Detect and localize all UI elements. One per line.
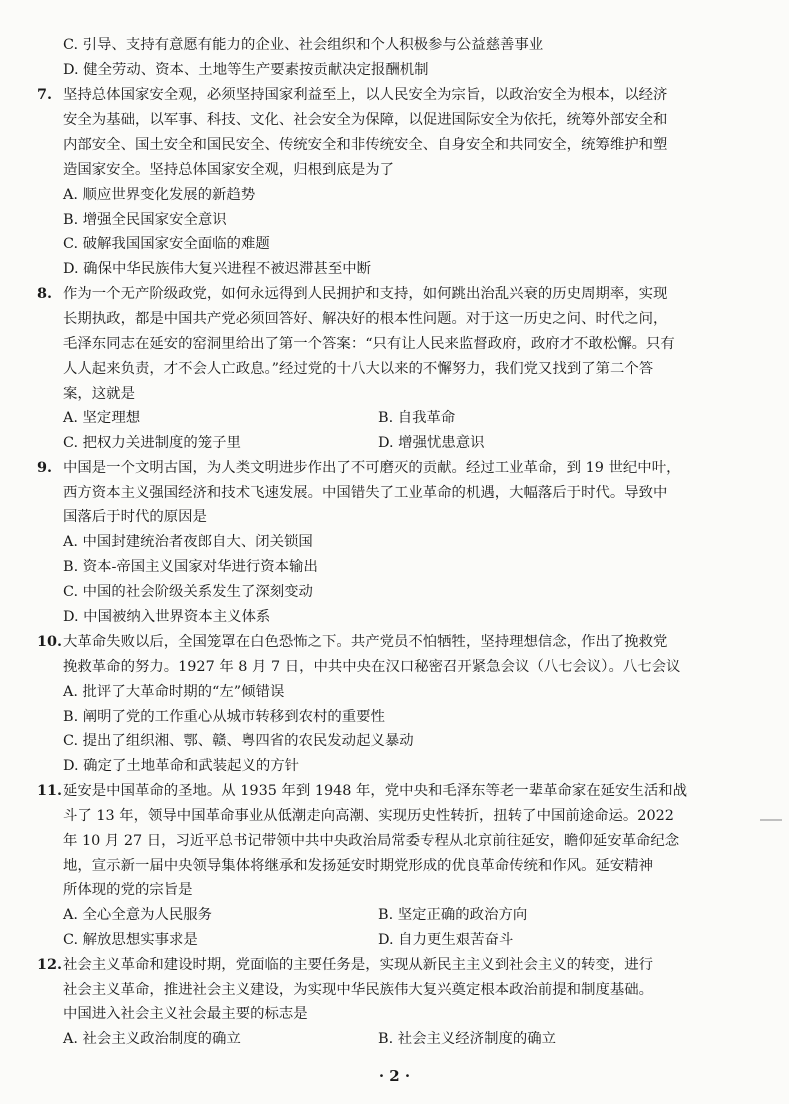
question-12-line-1 bbox=[37, 953, 773, 978]
question-number: 8. bbox=[37, 285, 53, 302]
question-stem: 斗了 13 年，领导中国革命事业从低潮走向高潮、实现历史性转折，扭转了中国前途命运。2022 bbox=[63, 808, 674, 824]
question-11-line-1 bbox=[37, 779, 773, 804]
question-stem: 人人起来负责，才不会人亡政息。”经过党的十八大以来的不懈努力，我们党又找到了第二个答 bbox=[63, 361, 654, 377]
option-c: C. 把权力关进制度的笼子里 bbox=[63, 435, 241, 451]
question-number: 12. bbox=[37, 956, 63, 973]
question-stem: 长期执政，都是中国共产党必须回答好、解决好的根本性问题。对于这一历史之问、时代之问， bbox=[63, 311, 668, 327]
question-stem: 延安是中国革命的圣地。从 1935 年到 1948 年，党中央和毛泽东等老一辈革命家在延安生活和战 bbox=[63, 783, 687, 799]
option-a: A. 批评了大革命时期的“左”倾错误 bbox=[63, 684, 285, 700]
option-b: B. 坚定正确的政治方向 bbox=[378, 907, 528, 923]
question-stem: 安全为基础，以军事、科技、文化、社会安全为保障，以促进国际安全为依托，统筹外部安全和 bbox=[63, 112, 668, 128]
option-c: C. 提出了组织湘、鄂、赣、粤四省的农民发动起义暴动 bbox=[63, 733, 414, 749]
question-stem: 西方资本主义强国经济和技术飞速发展。中国错失了工业革命的机遇，大幅落后于时代。导致中 bbox=[63, 485, 668, 501]
option-b: B. 自我革命 bbox=[378, 410, 456, 426]
option-c: C. 破解我国国家安全面临的难题 bbox=[63, 236, 270, 252]
question-number: 11. bbox=[37, 782, 63, 799]
question-stem: 坚持总体国家安全观，必须坚持国家利益至上，以人民安全为宗旨，以政治安全为根本，以经济 bbox=[63, 87, 668, 103]
scan-mark bbox=[760, 819, 782, 821]
question-stem: 社会主义革命和建设时期，党面临的主要任务是，实现从新民主主义到社会主义的转变，进行 bbox=[63, 957, 654, 973]
question-stem: 大革命失败以后，全国笼罩在白色恐怖之下。共产党员不怕牺牲，坚持理想信念，作出了挽救党 bbox=[63, 634, 668, 650]
option-a: A. 中国封建统治者夜郎自大、闭关锁国 bbox=[63, 534, 313, 550]
question-number: 7. bbox=[37, 86, 53, 103]
option-c: C. 引导、支持有意愿有能力的企业、社会组织和个人积极参与公益慈善事业 bbox=[63, 37, 544, 53]
question-stem: 年 10 月 27 日，习近平总书记带领中共中央政治局常委专程从北京前往延安，瞻仰延安革命纪念 bbox=[63, 833, 680, 849]
question-stem: 作为一个无产阶级政党，如何永远得到人民拥护和支持，如何跳出治乱兴衰的历史周期率，实现 bbox=[63, 286, 668, 302]
question-stem: 造国家安全。坚持总体国家安全观，归根到底是为了 bbox=[63, 162, 394, 178]
option-c: C. 中国的社会阶级关系发生了深刻变动 bbox=[63, 584, 313, 600]
question-stem: 内部安全、国土安全和国民安全、传统安全和非传统安全、自身安全和共同安全，统筹维护和塑 bbox=[63, 137, 668, 153]
page-number: · 2 · bbox=[378, 1067, 411, 1085]
option-a: A. 全心全意为人民服务 bbox=[63, 907, 213, 923]
question-number: 10. bbox=[37, 633, 63, 650]
question-stem: 国落后于时代的原因是 bbox=[63, 509, 207, 525]
option-d: D. 中国被纳入世界资本主义体系 bbox=[63, 609, 271, 625]
option-a: A. 社会主义政治制度的确立 bbox=[63, 1031, 241, 1047]
question-stem: 地，宣示新一届中央领导集体将继承和发扬延安时期党形成的优良革命传统和作风。延安精神 bbox=[63, 858, 654, 874]
question-9-line-1 bbox=[37, 456, 773, 481]
question-number: 9. bbox=[37, 459, 53, 476]
question-stem: 中国进入社会主义社会最主要的标志是 bbox=[63, 1006, 308, 1022]
option-b: B. 增强全民国家安全意识 bbox=[63, 212, 227, 228]
option-d: D. 增强忧患意识 bbox=[378, 435, 485, 451]
question-stem: 中国是一个文明古国，为人类文明进步作出了不可磨灭的贡献。经过工业革命，到 19 世纪中叶， bbox=[63, 460, 681, 476]
question-stem: 案，这就是 bbox=[63, 386, 135, 402]
option-d: D. 确保中华民族伟大复兴进程不被迟滞甚至中断 bbox=[63, 261, 371, 277]
question-stem: 社会主义革命，推进社会主义建设，为实现中华民族伟大复兴奠定根本政治前提和制度基础。 bbox=[63, 982, 654, 998]
option-b: B. 阐明了党的工作重心从城市转移到农村的重要性 bbox=[63, 709, 385, 725]
option-b: B. 资本-帝国主义国家对华进行资本输出 bbox=[63, 559, 318, 575]
option-b: B. 社会主义经济制度的确立 bbox=[378, 1031, 557, 1047]
option-a: A. 坚定理想 bbox=[63, 410, 141, 426]
question-stem: 毛泽东同志在延安的窑洞里给出了第一个答案：“只有让人民来监督政府，政府才不敢松懈。只有 bbox=[63, 336, 675, 352]
option-d: D. 自力更生艰苦奋斗 bbox=[378, 932, 514, 948]
question-stem: 挽救革命的努力。1927 年 8 月 7 日，中共中央在汉口秘密召开紧急会议（八七会议）。八七会议 bbox=[63, 659, 681, 675]
question-7-line-1 bbox=[37, 83, 773, 108]
option-c: C. 解放思想实事求是 bbox=[63, 932, 198, 948]
question-stem: 所体现的党的宗旨是 bbox=[63, 882, 193, 898]
option-a: A. 顺应世界变化发展的新趋势 bbox=[63, 187, 256, 203]
question-10-line-1 bbox=[37, 630, 773, 655]
question-8-line-1 bbox=[37, 282, 773, 307]
option-d: D. 健全劳动、资本、土地等生产要素按贡献决定报酬机制 bbox=[63, 62, 429, 78]
option-d: D. 确定了土地革命和武装起义的方针 bbox=[63, 758, 300, 774]
